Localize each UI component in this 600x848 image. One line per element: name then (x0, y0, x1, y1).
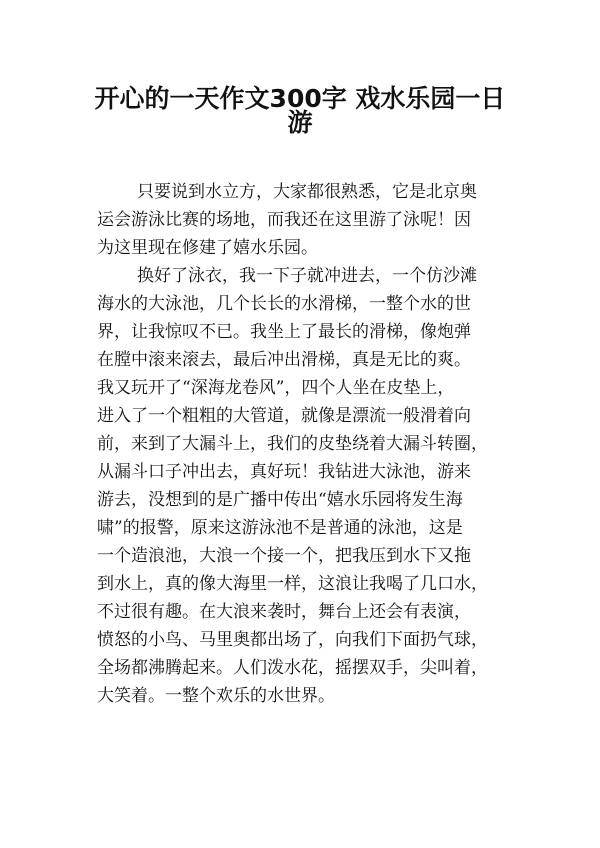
body-line: 啸”的报警，原来这游泳池不是普通的泳池，这是 (97, 518, 463, 538)
body-line: 从漏斗口子冲出去，真好玩！我钻进大泳池，游来 (97, 462, 471, 482)
body-line: 大笑着。一整个欢乐的水世界。 (97, 686, 335, 706)
body-line: 为这里现在修建了嬉水乐园。 (97, 238, 318, 258)
essay-body (97, 178, 527, 710)
body-line: 界，让我惊叹不已。我坐上了最长的滑梯，像炮弹 (97, 322, 471, 342)
body-line: 在膛中滚来滚去，最后冲出滑梯，真是无比的爽。 (97, 350, 471, 370)
body-line: 换好了泳衣，我一下子就冲进去，一个仿沙滩 (137, 266, 477, 286)
body-line: 一个造浪池，大浪一个接一个，把我压到水下又拖 (97, 546, 471, 566)
body-line: 游去，没想到的是广播中传出“嬉水乐园将发生海 (97, 490, 463, 510)
body-line: 全场都沸腾起来。人们泼水花，摇摆双手，尖叫着， (97, 658, 488, 678)
body-line: 到水上，真的像大海里一样，这浪让我喝了几口水， (97, 574, 488, 594)
body-line: 进入了一个粗粗的大管道，就像是漂流一般滑着向 (97, 406, 471, 426)
body-line: 前，来到了大漏斗上，我们的皮垫绕着大漏斗转圈， (97, 434, 488, 454)
body-line: 不过很有趣。在大浪来袭时，舞台上还会有表演， (97, 602, 471, 622)
body-line: 我又玩开了“深海龙卷风”，四个人坐在皮垫上， (97, 378, 455, 398)
body-line: 愤怒的小鸟、马里奥都出场了，向我们下面扔气球， (97, 630, 488, 650)
body-line: 海水的大泳池，几个长长的水滑梯，一整个水的世 (97, 294, 471, 314)
body-line: 运会游泳比赛的场地，而我还在这里游了泳呢！因 (97, 210, 471, 230)
essay-title-line-2: 游 (287, 108, 313, 137)
body-line: 只要说到水立方，大家都很熟悉，它是北京奥 (137, 182, 477, 202)
essay-title-line-1: 开心的一天作文300字 戏水乐园一日 (94, 84, 506, 113)
